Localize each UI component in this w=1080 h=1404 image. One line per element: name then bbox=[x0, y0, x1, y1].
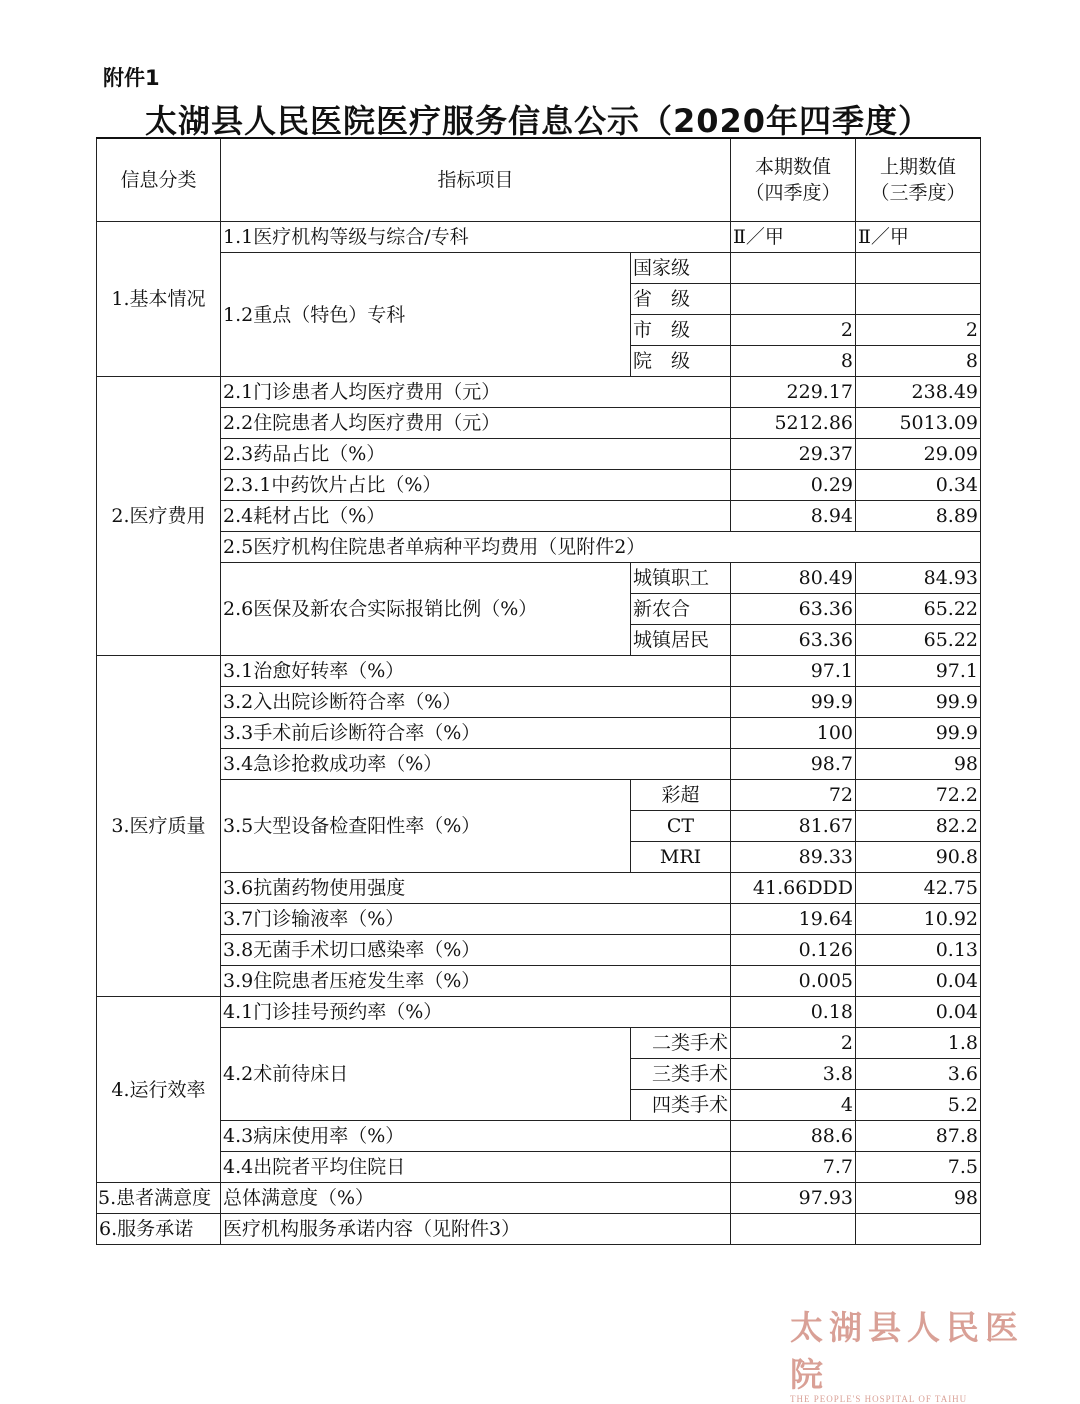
current-value: 0.29 bbox=[731, 470, 856, 501]
watermark-name-cn: 太湖县人民医院 bbox=[790, 1308, 1024, 1394]
current-value: 98.7 bbox=[731, 749, 856, 780]
row-label: 2.3药品占比（%） bbox=[221, 439, 731, 470]
table-row bbox=[97, 935, 981, 966]
row-label: 2.2住院患者人均医疗费用（元） bbox=[221, 408, 731, 439]
previous-value: 99.9 bbox=[856, 718, 981, 749]
row-label: 4.4出院者平均住院日 bbox=[221, 1152, 731, 1183]
header-current-line2: （四季度） bbox=[745, 182, 841, 204]
table-header-row bbox=[97, 138, 981, 222]
service-info-table bbox=[96, 137, 981, 1245]
current-value: 5212.86 bbox=[731, 408, 856, 439]
row-label: 3.3手术前后诊断符合率（%） bbox=[221, 718, 731, 749]
row-label: 2.4耗材占比（%） bbox=[221, 501, 731, 532]
previous-value: 238.49 bbox=[856, 377, 981, 408]
current-value bbox=[731, 253, 856, 284]
sub-label: 四类手术 bbox=[631, 1090, 731, 1121]
row-label: 3.1治愈好转率（%） bbox=[221, 656, 731, 687]
row-label: 2.6医保及新农合实际报销比例（%） bbox=[221, 563, 631, 656]
current-value: 81.67 bbox=[731, 811, 856, 842]
current-value: 72 bbox=[731, 780, 856, 811]
table-row bbox=[97, 501, 981, 532]
current-value: 80.49 bbox=[731, 563, 856, 594]
row-label: 4.1门诊挂号预约率（%） bbox=[221, 997, 731, 1028]
current-value: 97.93 bbox=[731, 1183, 856, 1214]
previous-value: 99.9 bbox=[856, 687, 981, 718]
previous-value: 2 bbox=[856, 315, 981, 346]
attachment-label: 附件1 bbox=[103, 66, 160, 90]
section-medical-quality: 3.医疗质量 bbox=[97, 656, 221, 997]
table-row bbox=[97, 749, 981, 780]
section-patient-satisfaction: 5.患者满意度 bbox=[97, 1183, 221, 1214]
row-label: 1.1医疗机构等级与综合/专科 bbox=[221, 222, 731, 253]
previous-value: 98 bbox=[856, 1183, 981, 1214]
current-value: 8 bbox=[731, 346, 856, 377]
previous-value: 65.22 bbox=[856, 594, 981, 625]
document-title: 太湖县人民医院医疗服务信息公示（2020年四季度） bbox=[144, 102, 932, 140]
section-service-commitment: 6.服务承诺 bbox=[97, 1214, 221, 1245]
table-row bbox=[97, 1183, 981, 1214]
previous-value: 1.8 bbox=[856, 1028, 981, 1059]
previous-value: 8.89 bbox=[856, 501, 981, 532]
previous-value: 0.04 bbox=[856, 966, 981, 997]
previous-value: 3.6 bbox=[856, 1059, 981, 1090]
previous-value bbox=[856, 1214, 981, 1245]
current-value: 99.9 bbox=[731, 687, 856, 718]
previous-value: 0.34 bbox=[856, 470, 981, 501]
row-label: 3.4急诊抢救成功率（%） bbox=[221, 749, 731, 780]
current-value: 29.37 bbox=[731, 439, 856, 470]
current-value: 2 bbox=[731, 1028, 856, 1059]
row-label: 4.3病床使用率（%） bbox=[221, 1121, 731, 1152]
previous-value: 29.09 bbox=[856, 439, 981, 470]
previous-value: 84.93 bbox=[856, 563, 981, 594]
current-value: 229.17 bbox=[731, 377, 856, 408]
row-label: 2.1门诊患者人均医疗费用（元） bbox=[221, 377, 731, 408]
current-value: 4 bbox=[731, 1090, 856, 1121]
header-previous bbox=[856, 138, 981, 222]
current-value: 0.18 bbox=[731, 997, 856, 1028]
row-label: 4.2术前待床日 bbox=[221, 1028, 631, 1121]
sub-label: 省 级 bbox=[631, 284, 731, 315]
current-value: 63.36 bbox=[731, 625, 856, 656]
table-row bbox=[97, 222, 981, 253]
row-label: 3.6抗菌药物使用强度 bbox=[221, 873, 731, 904]
row-label: 总体满意度（%） bbox=[221, 1183, 731, 1214]
header-category: 信息分类 bbox=[97, 138, 221, 222]
table-row bbox=[97, 780, 981, 811]
current-value: 0.126 bbox=[731, 935, 856, 966]
table-row bbox=[97, 1028, 981, 1059]
sub-label: 新农合 bbox=[631, 594, 731, 625]
row-label: 3.9住院患者压疮发生率（%） bbox=[221, 966, 731, 997]
previous-value: 5.2 bbox=[856, 1090, 981, 1121]
current-value: 97.1 bbox=[731, 656, 856, 687]
table-row bbox=[97, 1121, 981, 1152]
current-value: 0.005 bbox=[731, 966, 856, 997]
previous-value: 98 bbox=[856, 749, 981, 780]
row-label: 3.5大型设备检查阳性率（%） bbox=[221, 780, 631, 873]
previous-value: 10.92 bbox=[856, 904, 981, 935]
previous-value: 0.13 bbox=[856, 935, 981, 966]
sub-label: MRI bbox=[631, 842, 731, 873]
table-row bbox=[97, 656, 981, 687]
row-label: 医疗机构服务承诺内容（见附件3） bbox=[221, 1214, 731, 1245]
sub-label: 国家级 bbox=[631, 253, 731, 284]
current-value: 8.94 bbox=[731, 501, 856, 532]
table-row bbox=[97, 687, 981, 718]
row-label: 2.5医疗机构住院患者单病种平均费用（见附件2） bbox=[221, 532, 981, 563]
previous-value bbox=[856, 253, 981, 284]
sub-label: 院 级 bbox=[631, 346, 731, 377]
current-value: 100 bbox=[731, 718, 856, 749]
table-row bbox=[97, 253, 981, 284]
table-row bbox=[97, 408, 981, 439]
sub-label: 城镇职工 bbox=[631, 563, 731, 594]
table-row bbox=[97, 1214, 981, 1245]
section-medical-costs: 2.医疗费用 bbox=[97, 377, 221, 656]
sub-label: CT bbox=[631, 811, 731, 842]
previous-value: 42.75 bbox=[856, 873, 981, 904]
current-value: 3.8 bbox=[731, 1059, 856, 1090]
table-row bbox=[97, 439, 981, 470]
previous-value: 8 bbox=[856, 346, 981, 377]
previous-value: 90.8 bbox=[856, 842, 981, 873]
table-row bbox=[97, 904, 981, 935]
sub-label: 城镇居民 bbox=[631, 625, 731, 656]
row-label: 3.2入出院诊断符合率（%） bbox=[221, 687, 731, 718]
header-current-line1: 本期数值 bbox=[755, 156, 832, 178]
current-value: 89.33 bbox=[731, 842, 856, 873]
previous-value: 65.22 bbox=[856, 625, 981, 656]
current-value: 2 bbox=[731, 315, 856, 346]
current-value: Ⅱ／甲 bbox=[731, 222, 856, 253]
current-value: 7.7 bbox=[731, 1152, 856, 1183]
header-previous-line2: （三季度） bbox=[870, 182, 966, 204]
table-row bbox=[97, 532, 981, 563]
previous-value bbox=[856, 284, 981, 315]
previous-value: 82.2 bbox=[856, 811, 981, 842]
table-row bbox=[97, 873, 981, 904]
sub-label: 彩超 bbox=[631, 780, 731, 811]
previous-value: 0.04 bbox=[856, 997, 981, 1028]
previous-value: Ⅱ／甲 bbox=[856, 222, 981, 253]
current-value bbox=[731, 284, 856, 315]
table-row bbox=[97, 966, 981, 997]
table-row bbox=[97, 997, 981, 1028]
header-previous-line1: 上期数值 bbox=[880, 156, 957, 178]
sub-label: 二类手术 bbox=[631, 1028, 731, 1059]
previous-value: 87.8 bbox=[856, 1121, 981, 1152]
header-current bbox=[731, 138, 856, 222]
current-value bbox=[731, 1214, 856, 1245]
table-row bbox=[97, 718, 981, 749]
previous-value: 72.2 bbox=[856, 780, 981, 811]
sub-label: 三类手术 bbox=[631, 1059, 731, 1090]
table-row bbox=[97, 563, 981, 594]
previous-value: 5013.09 bbox=[856, 408, 981, 439]
previous-value: 97.1 bbox=[856, 656, 981, 687]
section-operational-efficiency: 4.运行效率 bbox=[97, 997, 221, 1183]
row-label: 2.3.1中药饮片占比（%） bbox=[221, 470, 731, 501]
current-value: 41.66DDD bbox=[731, 873, 856, 904]
row-label: 3.7门诊输液率（%） bbox=[221, 904, 731, 935]
current-value: 88.6 bbox=[731, 1121, 856, 1152]
section-basic-info: 1.基本情况 bbox=[97, 222, 221, 377]
table-row bbox=[97, 1152, 981, 1183]
table-row bbox=[97, 470, 981, 501]
previous-value: 7.5 bbox=[856, 1152, 981, 1183]
header-indicator: 指标项目 bbox=[221, 138, 731, 222]
sub-label: 市 级 bbox=[631, 315, 731, 346]
row-label: 1.2重点（特色）专科 bbox=[221, 253, 631, 377]
row-label: 3.8无菌手术切口感染率（%） bbox=[221, 935, 731, 966]
hospital-watermark-logo bbox=[790, 1302, 1060, 1404]
current-value: 63.36 bbox=[731, 594, 856, 625]
current-value: 19.64 bbox=[731, 904, 856, 935]
table-row bbox=[97, 377, 981, 408]
watermark-name-en: THE PEOPLE'S HOSPITAL OF TAIHU bbox=[790, 1394, 968, 1404]
